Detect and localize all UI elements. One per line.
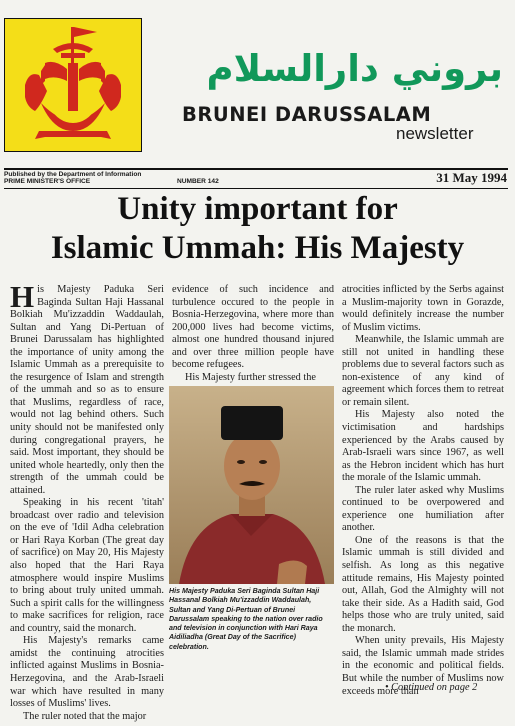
headline xyxy=(0,190,515,268)
issue-date: 31 May 1994 xyxy=(436,170,507,185)
issue-number: NUMBER 142 xyxy=(177,178,219,185)
arabic-title: بروني دارالسلام xyxy=(206,47,503,90)
headline-line-2: Islamic Ummah: His Majesty xyxy=(50,230,465,266)
article-column-1 xyxy=(10,279,164,723)
paragraph: Speaking in his recent 'titah' broadcast over radio and television on the eve of 'Idil Adha celebration or Hari Raya Korban (The great day of sacrifice) on May 20, His Majesty also hoped that the Hari Raya atmosphere would inspire Muslims to bring about truly united ummah. Such a spirit calls for the willingness to make sacrifices for religion, race and country, said the monarch. xyxy=(10,497,164,634)
sultan-portrait-photo xyxy=(169,386,334,584)
article-column-3 xyxy=(342,284,504,698)
brunei-crest-icon xyxy=(5,19,141,151)
photo-caption: His Majesty Paduka Seri Baginda Sultan Haji Hassanal Bolkiah Mu'izzaddin Waddaulah, Sultan and Yang Di-Pertuan of Brunei Darussalam speaking to the nation over radio and television in conjunction with Hari Raya Aidiliadha (Great Day of the Sacrifice) celebration. xyxy=(169,587,323,651)
paragraph: His Majesty Paduka Seri Baginda Sultan Haji Hassanal Bolkiah Mu'izzaddin Waddaulah, Sultan and Yang Di-Pertuan of Brunei Darussalam has highlighted the importance of unity among the Islamic Ummah as a prerequisite to the resurgence of Islam and strength of the ummah and so as to ensure that Muslims, regardless of race, would not lag behind others. Such unity should not be manifested only during congregational prayers, he said. Most important, they should be united whole heartedly, only then the strength of the ummah could be attained. xyxy=(10,279,164,496)
continued-link[interactable]: • Continued on page 2 xyxy=(385,682,478,693)
paragraph: When unity prevails, His Majesty said, the Islamic ummah made strides in the economic and political fields. But while the number of Muslims now exceeds more than xyxy=(342,635,504,697)
headline-line-1: Unity important for xyxy=(117,191,398,227)
paragraph: The ruler noted that the major xyxy=(23,710,147,722)
brunei-emblem xyxy=(4,18,142,152)
paragraph: His Majesty also noted the victimisation and hardships experienced by the Arabs caused by Arab-Israeli wars since 1967, as well as the Hebron incident which has hurt the morale of the Islamic ummah. xyxy=(342,409,504,484)
publisher-office: PRIME MINISTER'S OFFICE xyxy=(4,178,91,185)
paragraph: One of the reasons is that the Islamic ummah is still divided and selfish. As long as this negative attitude remains, His Majesty pointed out, Allah, God the Almighty will not take their side. As a Hadith said, God helps those who are truly united, said the monarch. xyxy=(342,534,504,634)
paragraph: evidence of such incidence and turbulence occured to the people in Bosnia-Herzegovina, where more than 200,000 lives had become victims, almost one hundred thousand injured and over three million people have become refugees. xyxy=(172,284,334,371)
paragraph: The ruler later asked why Muslims continued to be overpowered and experience one humiliation after another. xyxy=(342,484,504,534)
drop-cap: H xyxy=(10,279,35,314)
paragraph: His Majesty's remarks came amidst the continuing atrocities inflicted against Muslims in Bosnia-Herzegovina, and the Arab-Israeli war which have resulted in many losses of Muslims' lives. xyxy=(10,635,164,710)
paragraph: His Majesty further stressed the xyxy=(185,371,316,383)
paragraph: Meanwhile, the Islamic ummah are still not united in handling these problems due to several factors such as non-existence of any kind of agreement which forces them to retreat or remain silent. xyxy=(342,334,504,408)
bottom-divider xyxy=(4,188,508,189)
paragraph: atrocities inflicted by the Serbs against a Muslim-majority town in Gorazde, would definitely increase the number of Muslim victims. xyxy=(342,284,504,333)
newsletter-subtitle: newsletter xyxy=(396,124,474,143)
portrait-image xyxy=(169,386,334,584)
top-divider xyxy=(4,168,508,170)
brand-title: BRUNEI DARUSSALAM xyxy=(182,103,432,126)
article-column-2 xyxy=(172,284,334,384)
publisher-line: Published by the Department of Information xyxy=(4,171,142,178)
